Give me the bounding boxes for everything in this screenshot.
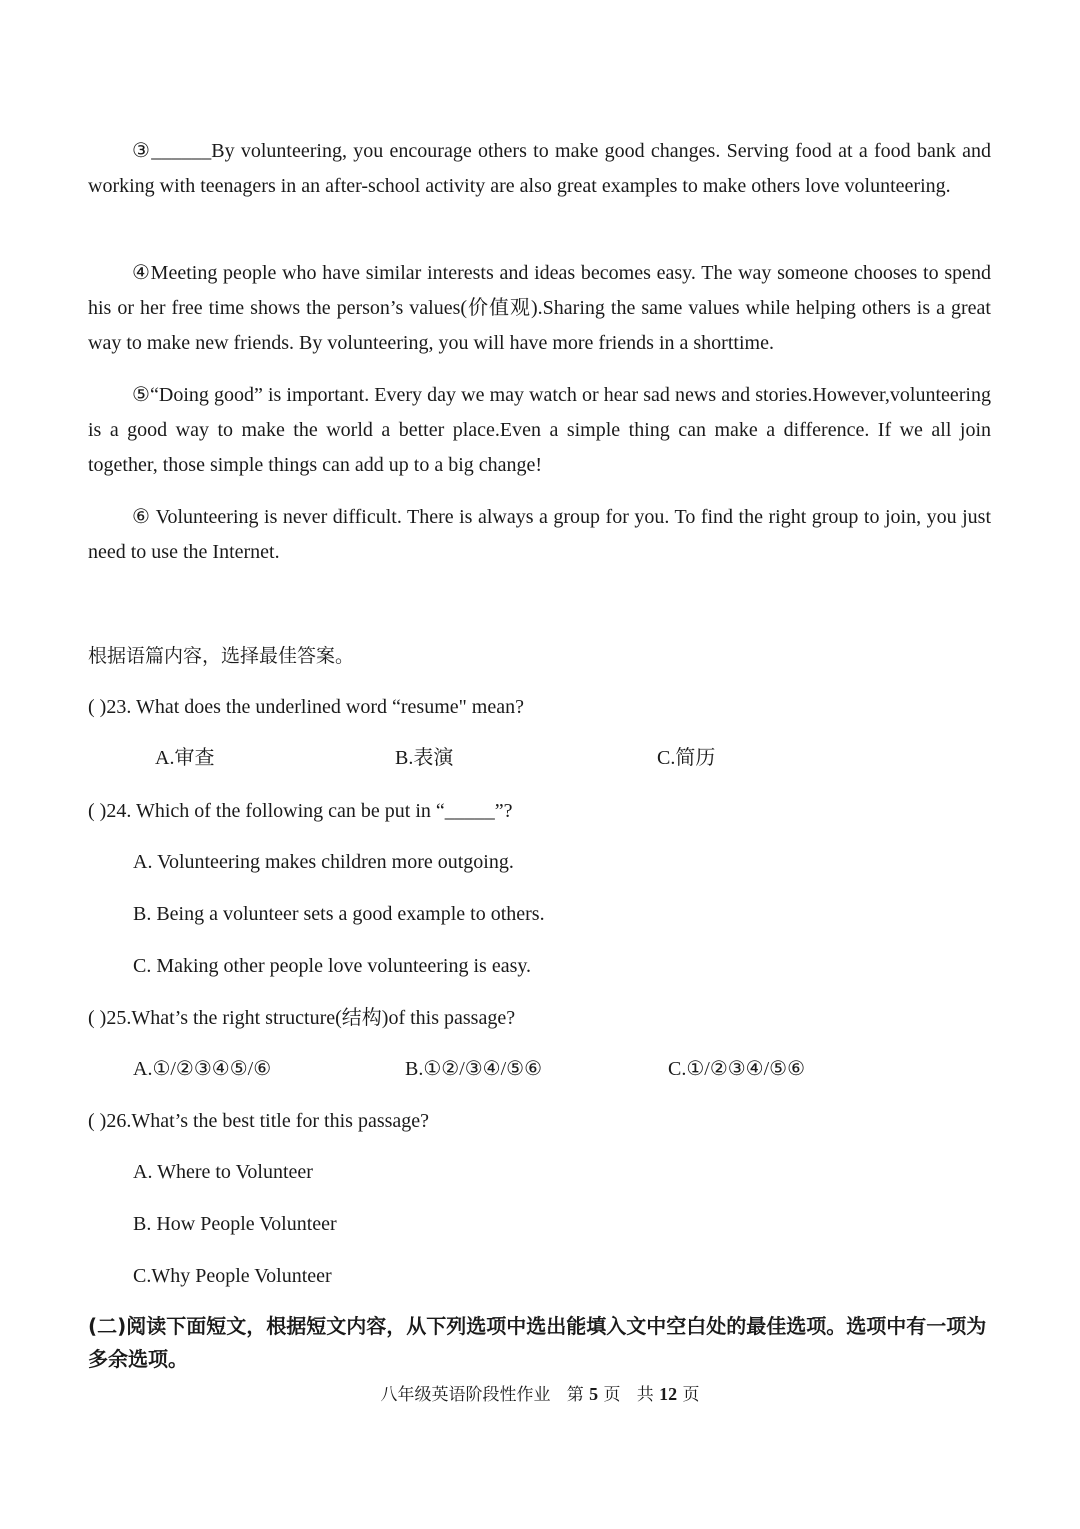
- footer-total-label-2: 页: [682, 1385, 700, 1405]
- question-26-option-c: C.Why People Volunteer: [133, 1265, 332, 1287]
- footer-total-label-1: 共: [636, 1385, 654, 1405]
- question-24-stem: ( )24. Which of the following can be put in “_____”?: [88, 800, 513, 822]
- page-footer: [0, 1380, 1080, 1405]
- question-23-option-c: C.简历: [657, 747, 716, 769]
- passage-paragraph-6: ⑥ Volunteering is never difficult. There is always a group for you. To find the right group to join, you just need to use the Internet.: [88, 506, 991, 563]
- passage-paragraph-5: ⑤“Doing good” is important. Every day we may watch or hear sad news and stories.However,volunteering is a good way to make the world a better place.Even a simple thing can make a difference. If we all join together, those simple things can add up to a big change!: [88, 384, 991, 476]
- footer-page-label-1: 第: [566, 1385, 584, 1405]
- question-23-option-b: B.表演: [395, 747, 454, 769]
- footer-page-number: 5: [589, 1384, 599, 1404]
- passage-paragraph-4: ④Meeting people who have similar interests and ideas becomes easy. The way someone chooses to spend his or her free time shows the person’s values(价值观).Sharing the same values while helping others is a great way to make new friends. By volunteering, you will have more friends in a shorttime.: [88, 262, 991, 354]
- passage-paragraph-3: ③______By volunteering, you encourage others to make good changes. Serving food at a food bank and working with teenagers in an after-school activity are also great examples to make others love volunteering.: [88, 140, 991, 197]
- section-two-instructions: (二)阅读下面短文，根据短文内容，从下列选项中选出能填入文中空白处的最佳选项。选项中有一项为多余选项。: [88, 1314, 987, 1371]
- question-24-option-c: C. Making other people love volunteering is easy.: [133, 955, 532, 977]
- question-25-option-c: C.①/②③④/⑤⑥: [668, 1058, 806, 1080]
- footer-total-pages: 12: [659, 1384, 678, 1404]
- question-25-option-b: B.①②/③④/⑤⑥: [405, 1058, 543, 1080]
- footer-title: 八年级英语阶段性作业: [380, 1385, 551, 1405]
- question-23-option-a: A.审查: [155, 747, 215, 769]
- question-23-stem: ( )23. What does the underlined word “resume" mean?: [88, 696, 524, 718]
- question-26-option-b: B. How People Volunteer: [133, 1213, 337, 1235]
- question-26-option-a: A. Where to Volunteer: [133, 1161, 313, 1183]
- instructions-text: 根据语篇内容，选择最佳答案。: [88, 645, 355, 667]
- footer-page-label-2: 页: [603, 1385, 621, 1405]
- question-26-stem: ( )26.What’s the best title for this passage?: [88, 1110, 430, 1132]
- question-24-option-a: A. Volunteering makes children more outgoing.: [133, 851, 514, 873]
- question-25-stem: ( )25.What’s the right structure(结构)of this passage?: [88, 1007, 516, 1029]
- question-24-option-b: B. Being a volunteer sets a good example to others.: [133, 903, 545, 925]
- question-25-option-a: A.①/②③④⑤/⑥: [133, 1058, 272, 1080]
